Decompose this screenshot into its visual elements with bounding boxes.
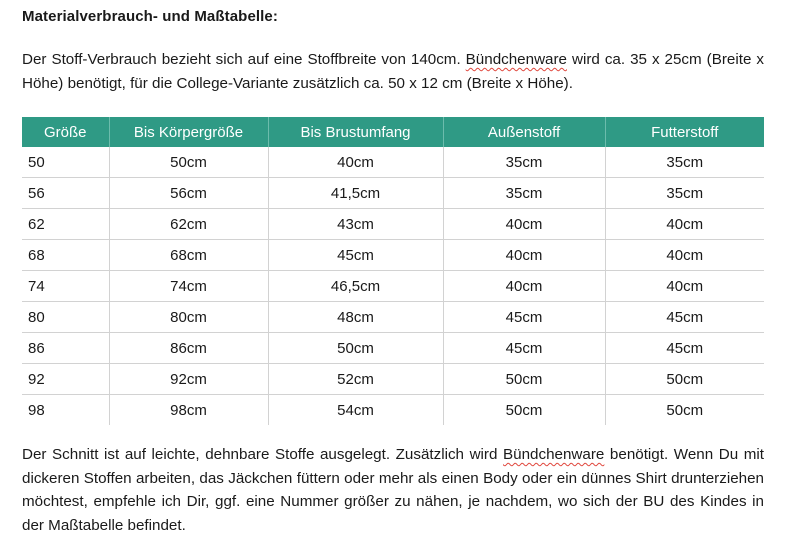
- cell-koerpergroesse: 62cm: [109, 209, 268, 240]
- cell-groesse: 86: [22, 333, 109, 364]
- cell-groesse: 74: [22, 271, 109, 302]
- cell-brustumfang: 41,5cm: [268, 178, 443, 209]
- cell-aussenstoff: 50cm: [443, 364, 605, 395]
- cell-futterstoff: 35cm: [605, 178, 764, 209]
- cell-groesse: 68: [22, 240, 109, 271]
- outro-text-end: benötigt. Wenn Du mit dickeren Stoffen arbeiten, das Jäckchen füttern oder mehr als einen Body oder ein dünnes Shirt drunterziehen möchtest, empfehle ich Dir, ggf. eine Nummer größer zu nähen, je nachdem, wo sich der BU des Kindes in der Maßtabelle befindet.: [22, 446, 764, 534]
- intro-text-end: wird ca. 35 x 25cm (Breite x Höhe) benötigt, für die College-Variante zusätzlich ca. 50 x 12 cm (Breite x Höhe).: [22, 51, 764, 92]
- document-title: Materialverbrauch- und Maßtabelle:: [22, 8, 278, 25]
- cell-brustumfang: 50cm: [268, 333, 443, 364]
- intro-paragraph: [22, 48, 764, 95]
- cell-aussenstoff: 35cm: [443, 147, 605, 178]
- outro-paragraph: [22, 443, 764, 537]
- cell-aussenstoff: 40cm: [443, 271, 605, 302]
- table-row: [22, 147, 764, 178]
- cell-aussenstoff: 40cm: [443, 209, 605, 240]
- header-groesse: Größe: [22, 117, 109, 147]
- cell-aussenstoff: 40cm: [443, 240, 605, 271]
- cell-groesse: 56: [22, 178, 109, 209]
- cell-futterstoff: 50cm: [605, 364, 764, 395]
- size-table: [22, 117, 764, 425]
- table-row: [22, 333, 764, 364]
- outro-text-start: Der Schnitt ist auf leichte, dehnbare Stoffe ausgelegt. Zusätzlich wird: [22, 446, 504, 463]
- cell-koerpergroesse: 92cm: [109, 364, 268, 395]
- table-header-row: [22, 117, 764, 147]
- cell-koerpergroesse: 56cm: [109, 178, 268, 209]
- cell-aussenstoff: 45cm: [443, 333, 605, 364]
- cell-brustumfang: 52cm: [268, 364, 443, 395]
- cell-aussenstoff: 50cm: [443, 395, 605, 426]
- cell-futterstoff: 40cm: [605, 271, 764, 302]
- intro-spellcheck-word: Bündchenware: [465, 51, 567, 68]
- cell-koerpergroesse: 68cm: [109, 240, 268, 271]
- cell-koerpergroesse: 74cm: [109, 271, 268, 302]
- cell-groesse: 92: [22, 364, 109, 395]
- header-futterstoff: Futterstoff: [605, 117, 764, 147]
- cell-futterstoff: 40cm: [605, 240, 764, 271]
- cell-futterstoff: 45cm: [605, 302, 764, 333]
- table-row: [22, 302, 764, 333]
- cell-koerpergroesse: 86cm: [109, 333, 268, 364]
- cell-koerpergroesse: 98cm: [109, 395, 268, 426]
- table-row: [22, 209, 764, 240]
- header-aussenstoff: Außenstoff: [443, 117, 605, 147]
- cell-futterstoff: 50cm: [666, 401, 704, 419]
- cell-koerpergroesse: 50cm: [109, 147, 268, 178]
- cell-brustumfang: 43cm: [268, 209, 443, 240]
- cell-futterstoff: 45cm: [605, 333, 764, 364]
- cell-brustumfang: 40cm: [268, 147, 443, 178]
- table-row: [22, 271, 764, 302]
- table-row: [22, 364, 764, 395]
- cell-groesse: 62: [22, 209, 109, 240]
- cell-futterstoff: 35cm: [605, 147, 764, 178]
- cell-brustumfang: 46,5cm: [268, 271, 443, 302]
- cell-brustumfang: 48cm: [268, 302, 443, 333]
- header-koerpergroesse: Bis Körpergröße: [109, 117, 268, 147]
- table-row: [22, 395, 764, 426]
- cell-aussenstoff: 35cm: [443, 178, 605, 209]
- cell-koerpergroesse: 80cm: [109, 302, 268, 333]
- outro-spellcheck-word: Bündchenware: [503, 446, 605, 463]
- cell-aussenstoff: 45cm: [443, 302, 605, 333]
- cell-groesse: 50: [22, 147, 109, 178]
- intro-text-start: Der Stoff-Verbrauch bezieht sich auf eine Stoffbreite von 140cm.: [22, 51, 466, 68]
- cell-brustumfang: 45cm: [268, 240, 443, 271]
- table-row: [22, 178, 764, 209]
- cell-groesse: 98: [22, 395, 109, 426]
- cell-futterstoff: 40cm: [605, 209, 764, 240]
- cell-brustumfang: 54cm: [268, 395, 443, 426]
- cell-groesse: 80: [22, 302, 109, 333]
- header-brustumfang: Bis Brustumfang: [268, 117, 443, 147]
- table-row: [22, 240, 764, 271]
